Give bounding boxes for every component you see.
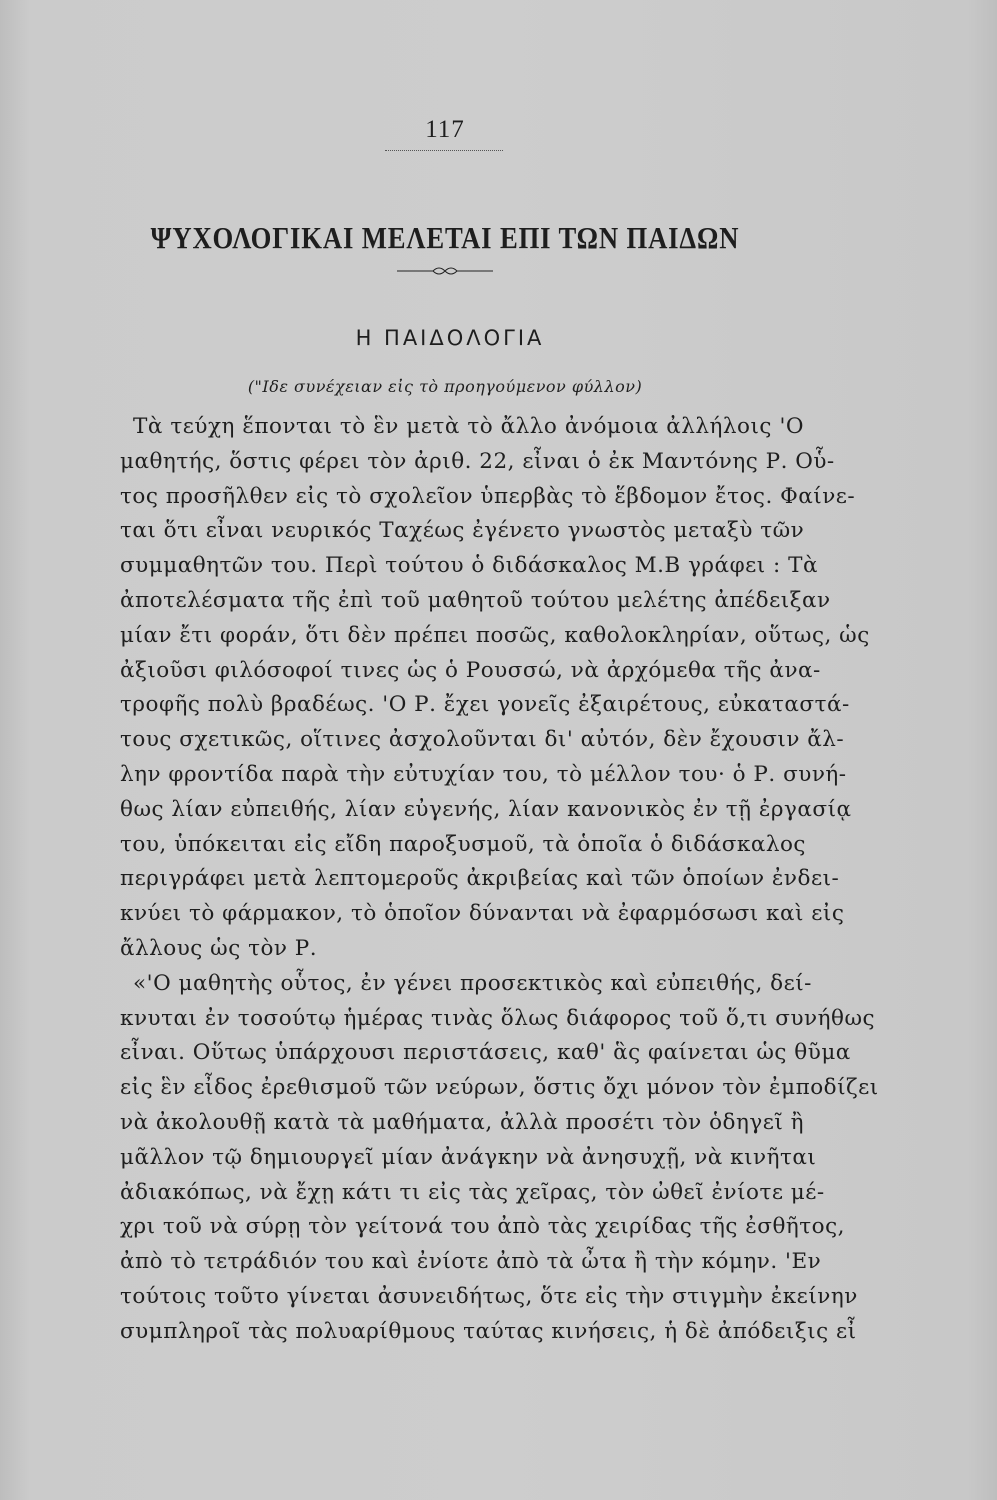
ornament-divider	[397, 262, 493, 280]
text-line: θως λίαν εὐπειθής, λίαν εὐγενής, λίαν κανονικὸς ἐν τῇ ἐργασίᾳ	[120, 796, 852, 822]
text-line: τροφῆς πολὺ βραδέως. 'Ο Ρ. ἔχει γονεῖς ἐξαιρέτους, εὐκαταστά-	[120, 692, 850, 718]
text-line: τούτοις τοῦτο γίνεται ἀσυνειδήτως, ὅτε εἰς τὴν στιγμὴν ἐκείνην	[120, 1284, 858, 1309]
text-line: περιγράφει μετὰ λεπτομεροῦς ἀκριβείας καὶ τῶν ὁποίων ἐνδει-	[120, 866, 840, 892]
text-line: μᾶλλον τῷ δημιουργεῖ μίαν ἀνάγκην νὰ ἀνησυχῇ, νὰ κινῆται	[120, 1144, 817, 1170]
text-line: λην φροντίδα παρὰ τὴν εὐτυχίαν του, τὸ μέλλον του· ὁ Ρ. συνή-	[120, 762, 847, 787]
text-line: Τὰ τεύχη ἕπονται τὸ ἓν μετὰ τὸ ἄλλο ἀνόμοια ἀλλήλοις 'Ο	[133, 414, 804, 439]
text-line: «'Ο μαθητὴς οὗτος, ἐν γένει προσεκτικὸς καὶ εὐπειθής, δεί-	[133, 970, 812, 996]
continuation-note: ("Ιδε συνέχειαν εἰς τὸ προηγούμενον φύλλον)	[247, 377, 643, 396]
text-line: κνυται ἐν τοσούτῳ ἡμέρας τινὰς ὅλως διάφορος τοῦ ὅ,τι συνήθως	[120, 1005, 876, 1031]
text-line: ἀπὸ τὸ τετράδιόν του καὶ ἐνίοτε ἀπὸ τὰ ὦτα ἢ τὴν κόμην. 'Εν	[120, 1249, 822, 1275]
text-line: ἀδιακόπως, νὰ ἔχῃ κάτι τι εἰς τὰς χεῖρας, τὸν ὠθεῖ ἐνίοτε μέ-	[120, 1179, 825, 1205]
text-line: ται ὅτι εἶναι νευρικός Ταχέως ἐγένετο γνωστὸς μεταξὺ τῶν	[120, 518, 805, 544]
text-line: νὰ ἀκολουθῇ κατὰ τὰ μαθήματα, ἀλλὰ προσέτι τὸν ὁδηγεῖ ἢ	[120, 1110, 804, 1135]
text-line: εἶναι. Οὕτως ὑπάρχουσι περιστάσεις, καθ' ἃς φαίνεται ὡς θῦμα	[120, 1040, 851, 1066]
chapter-title: ΨΥΧΟΛΟΓΙΚΑΙ ΜΕΛΕΤΑΙ ΕΠΙ ΤΩΝ ΠΑΙΔΩΝ	[150, 220, 740, 255]
text-line: ἀποτελέσματα τῆς ἐπὶ τοῦ μαθητοῦ τούτου μελέτης ἀπέδειξαν	[120, 588, 831, 613]
text-line: συμμαθητῶν του. Περὶ τούτου ὁ διδάσκαλος Μ.Β γράφει : Τὰ	[120, 553, 818, 579]
text-line: μίαν ἔτι φοράν, ὅτι δὲν πρέπει ποσῶς, καθολοκληρίαν, οὕτως, ὡς	[120, 622, 870, 648]
section-title: Η ΠΑΙΔΟΛΟΓΙΑ	[355, 326, 545, 350]
text-line: εἰς ἓν εἶδος ἐρεθισμοῦ τῶν νεύρων, ὅστις ὄχι μόνον τὸν ἐμποδίζει	[120, 1075, 879, 1101]
text-line: του, ὑπόκειται εἰς εἴδη παροξυσμοῦ, τὰ ὁποῖα ὁ διδάσκαλος	[120, 831, 806, 857]
text-line: ἄλλους ὡς τὸν Ρ.	[120, 936, 318, 961]
text-line: χρι τοῦ νὰ σύρῃ τὸν γείτονά του ἀπὸ τὰς χειρίδας τῆς ἐσθῆτος,	[120, 1214, 845, 1240]
text-line: τος προσῆλθεν εἰς τὸ σχολεῖον ὑπερβὰς τὸ ἕβδομον ἔτος. Φαίνε-	[120, 483, 856, 509]
text-line: συμπληροῖ τὰς πολυαρίθμους ταύτας κινήσεις, ἡ δὲ ἀπόδειξις εἶ	[120, 1318, 857, 1344]
page-number-rule	[385, 150, 503, 151]
text-line: τους σχετικῶς, οἵτινες ἀσχολοῦνται δι' αὐτόν, δὲν ἔχουσιν ἄλ-	[120, 727, 845, 753]
text-line: ἀξιοῦσι φιλόσοφοί τινες ὡς ὁ Ρουσσώ, νὰ ἀρχόμεθα τῆς ἀνα-	[120, 657, 821, 683]
text-line: κνύει τὸ φάρμακον, τὸ ὁποῖον δύνανται νὰ ἐφαρμόσωσι καὶ εἰς	[120, 901, 845, 927]
text-line: μαθητής, ὅστις φέρει τὸν ἀριθ. 22, εἶναι ὁ ἐκ Μαντόνης Ρ. Οὗ-	[120, 448, 835, 474]
page-number: 117	[425, 116, 465, 143]
